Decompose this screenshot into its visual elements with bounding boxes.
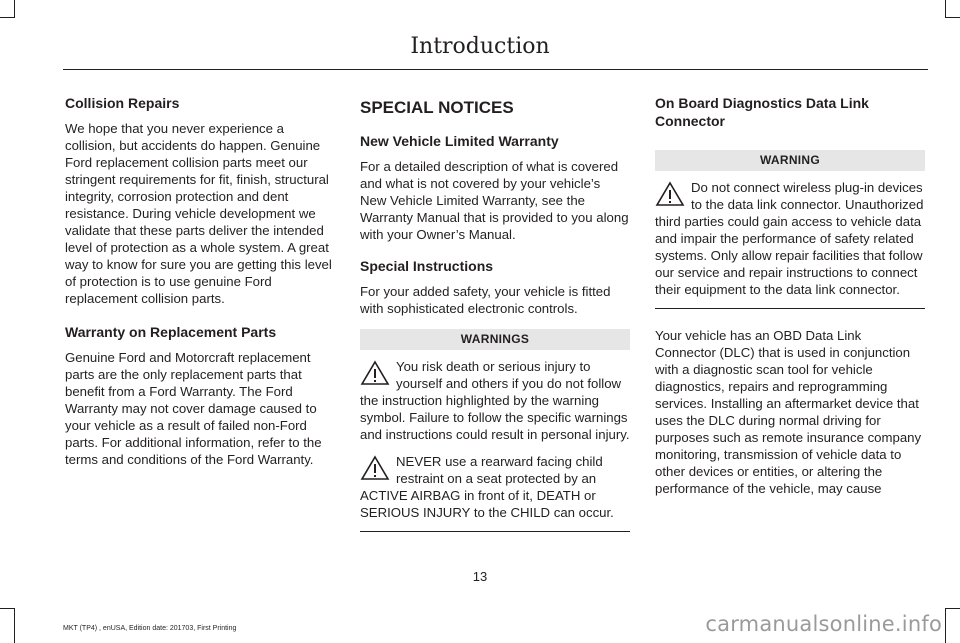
warning-item [360,358,630,443]
column-2 [360,94,630,550]
paragraph-collision-repairs: We hope that you never experience a collision, but accidents do happen. Genuine Ford replacement collision parts meet our stringent requirements for fit, finish, structural integrity, corrosion protection and dent resistance. During vehicle development we validate that these parts deliver the intended level of protection as a whole system. A great way to know for sure you are getting this level of protection is to use genuine Ford replacement collision parts. [65,121,332,306]
heading-special-instructions: Special Instructions [360,258,494,274]
crop-mark [945,608,960,609]
paragraph-special-instructions: For your added safety, your vehicle is fitted with sophisticated electronic controls. [360,284,611,316]
page-number: 13 [472,569,488,584]
page-title: Introduction [410,34,550,59]
column-3 [655,94,925,507]
heading-obd-data-link-connector: On Board Diagnostics Data Link Connector [655,95,869,129]
paragraph-warranty-replacement-parts: Genuine Ford and Motorcraft replacement parts are the only replacement parts that benefit from a Ford Warranty. The Ford Warranty may not cover damage caused to your vehicle as a result of failed non-Ford parts. For additional information, refer to the terms and conditions of the Ford Warranty. [65,350,322,467]
crop-mark [14,0,15,18]
section-title-special-notices: SPECIAL NOTICES [360,98,514,117]
warnings-label: WARNINGS [360,329,630,350]
warning-end-rule [360,531,630,532]
warning-item [655,179,925,298]
warning-item [360,453,630,521]
warning-triangle-icon [360,360,390,386]
warning-text: Do not connect wireless plug-in devices to the data link connector. Unauthorized third parties could gain access to vehicle data and impair the performance of safety related systems. Only allow repair facilities that follow our service and repair instructions to connect their equipment to the data link connector. [655,180,924,297]
crop-mark [14,608,15,643]
paragraph-obd-dlc: Your vehicle has an OBD Data Link Connector (DLC) that is used in conjunction with a diagnostic scan tool for vehicle diagnostics, repairs and reprogramming services. Installing an aftermarket device that uses the DLC during normal driving for purposes such as remote insurance company monitoring, transmission of vehicle data to other devices or entities, or altering the performance of the vehicle, may cause [655,328,922,496]
warning-end-rule [655,308,925,309]
warning-text: NEVER use a rearward facing child restraint on a seat protected by an ACTIVE AIRBAG in front of it, DEATH or SERIOUS INJURY to the CHILD can occur. [360,454,614,520]
column-1 [65,94,335,478]
warning-triangle-icon [360,455,390,481]
heading-new-vehicle-limited-warranty: New Vehicle Limited Warranty [360,133,559,149]
crop-mark [945,608,946,643]
crop-mark [945,17,960,18]
footer-edition-info: MKT (TP4) , enUSA, Edition date: 201703, First Printing [63,625,237,632]
warning-triangle-icon [655,181,685,207]
heading-warranty-replacement-parts: Warranty on Replacement Parts [65,324,277,340]
heading-collision-repairs: Collision Repairs [65,95,180,111]
crop-mark [0,17,15,18]
watermark: carmanualsonline.info [705,612,942,636]
crop-mark [0,608,15,609]
crop-mark [945,0,946,18]
paragraph-new-vehicle-limited-warranty: For a detailed description of what is covered and what is not covered by your vehicle’s New Vehicle Limited Warranty, see the Warranty Manual that is provided to you along with your Owner’s Manual. [360,159,629,242]
header-divider [63,69,928,70]
warning-text: You risk death or serious injury to yourself and others if you do not follow the instruction highlighted by the warning symbol. Failure to follow the specific warnings and instructions could result in personal injury. [360,359,630,442]
warning-label: WARNING [655,150,925,171]
